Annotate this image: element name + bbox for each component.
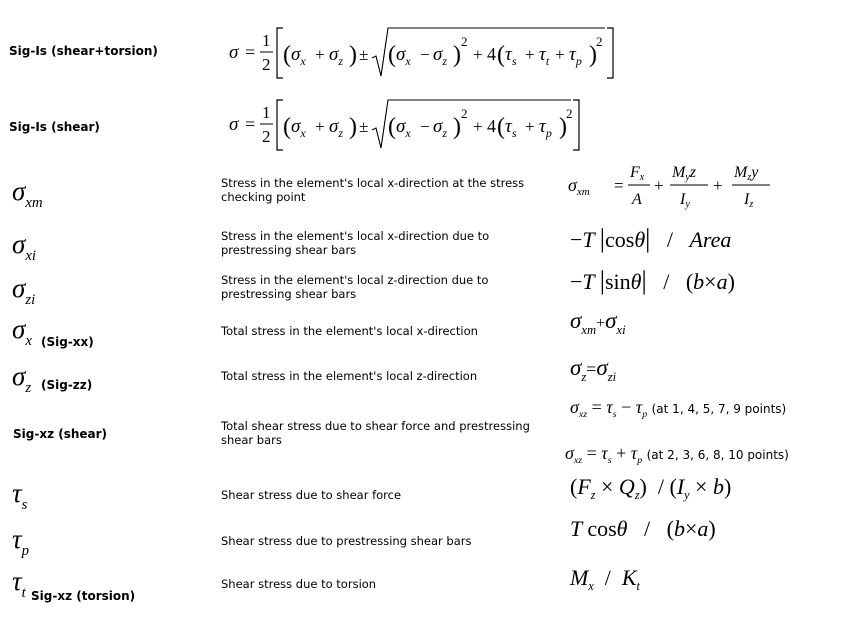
svg-text:+: + <box>473 45 483 64</box>
svg-text:+: + <box>555 45 565 64</box>
svg-text:A: A <box>632 191 642 208</box>
desc-tau-p: Shear stress due to prestressing shear bars <box>221 534 472 548</box>
svg-text:2: 2 <box>262 55 271 74</box>
svg-text:(: ( <box>497 42 505 68</box>
svg-text:τs: $\tau_s$ <box>505 116 517 140</box>
svg-text:+: + <box>713 176 723 195</box>
svg-text:σz: $\sigma_z$ <box>329 116 344 140</box>
svg-text:(: ( <box>388 114 396 140</box>
svg-text:+: + <box>315 45 325 64</box>
svg-text:2: 2 <box>262 127 271 146</box>
formula-sigma-xi: −T |cosθ| / Area <box>570 224 732 253</box>
tag-sig-zz: (Sig-zz) <box>41 378 93 392</box>
formula-sig-is-shear <box>225 94 585 156</box>
svg-text:σx: $\sigma_x$ <box>396 116 411 140</box>
svg-text:σx: $\sigma_x$ <box>291 116 306 140</box>
svg-text:Mzy: Mzy <box>734 164 759 183</box>
svg-text:±: ± <box>359 45 369 64</box>
svg-text:σx: $\sigma_x$ <box>291 44 306 68</box>
svg-text:−: − <box>420 45 430 64</box>
formula-tau-t: $M_x / K_t$ <box>570 565 640 594</box>
desc-sigma-zi: Stress in the element's local z-direction due to prestressing shear bars <box>221 273 489 301</box>
formula-tau-p: T cosθ / (b×a) <box>570 516 716 541</box>
svg-text:+: + <box>315 117 325 136</box>
note-points-1: (at 1, 4, 5, 7, 9 points) <box>651 402 787 416</box>
svg-text:): ) <box>559 114 567 140</box>
svg-text:τp: $\tau_p$ <box>569 44 582 68</box>
svg-text:±: ± <box>359 117 369 136</box>
symbol-tau-s: $\tau_s$ <box>12 478 28 513</box>
svg-text:τs: $\tau_s$ <box>505 44 517 68</box>
svg-text:+: + <box>654 176 664 195</box>
formula-sigma-z: $\sigma_z=\sigma_{zi}$ <box>570 355 617 384</box>
svg-text:σ: σ <box>229 114 239 135</box>
note-points-2: (at 2, 3, 6, 8, 10 points) <box>646 448 789 462</box>
symbol-tau-p: $\tau_p$ <box>12 524 30 559</box>
formula-sigma-x: $\sigma_{xm}+\sigma_{xi}$ <box>570 308 626 337</box>
svg-text:1: 1 <box>262 103 271 122</box>
svg-text:): ) <box>349 42 357 68</box>
symbol-tau-t: $\tau_t$ <box>12 566 26 601</box>
label-sig-is-shear: Sig-Is (shear) <box>9 120 100 134</box>
formula-sig-is-shear-torsion <box>225 22 620 84</box>
desc-sigma-z: Total stress in the element's local z-direction <box>221 369 478 383</box>
svg-text:σxm: $\sigma_{xm}$ <box>568 175 590 198</box>
formula-tau-s: $(F_z \times Q_z) / (I_y \times b)$ <box>570 474 732 503</box>
desc-sigma-xm: Stress in the element's local x-direction at the stress checking point <box>221 176 525 204</box>
svg-text:2: 2 <box>596 34 603 49</box>
svg-text:(: ( <box>388 42 396 68</box>
formula-sig-xz-2: $\sigma_{xz} = \tau_s + \tau_p$ (at 2, 3, 6, 8, 10 points) <box>565 443 789 467</box>
desc-tau-s: Shear stress due to shear force <box>221 488 402 502</box>
desc-sigma-xi: Stress in the element's local x-direction due to prestressing shear bars <box>221 229 490 257</box>
svg-text:=: = <box>245 42 256 62</box>
symbol-sigma-z: $\sigma_z$ <box>12 361 32 396</box>
svg-text:−: − <box>420 117 430 136</box>
svg-text:Iy: Iy <box>680 191 690 210</box>
svg-text:σz: $\sigma_z$ <box>433 116 448 140</box>
svg-text:4: 4 <box>487 116 496 136</box>
svg-text:Myz: Myz <box>672 164 697 183</box>
svg-text:=: = <box>245 114 256 134</box>
svg-text:Iz: Iz <box>744 191 754 210</box>
svg-text:σx: $\sigma_x$ <box>396 44 411 68</box>
symbol-sigma-xm: $\sigma_{xm}$ <box>12 176 43 211</box>
svg-text:+: + <box>525 45 535 64</box>
label-sig-xz-shear: Sig-xz (shear) <box>13 427 108 441</box>
symbol-sigma-xi: $\sigma_{xi}$ <box>12 229 37 264</box>
svg-text:): ) <box>589 42 597 68</box>
svg-text:σz: $\sigma_z$ <box>433 44 448 68</box>
svg-text:2: 2 <box>461 106 468 121</box>
svg-text:+: + <box>473 117 483 136</box>
desc-tau-t: Shear stress due to torsion <box>221 577 377 591</box>
area-word: Area <box>689 227 732 252</box>
formula-sig-xz-1: $\sigma_{xz} = \tau_s - \tau_p$ (at 1, 4, 5, 7, 9 points) <box>570 397 787 421</box>
svg-text:1: 1 <box>262 31 271 50</box>
svg-text:+: + <box>525 117 535 136</box>
svg-text:Fx: Fx <box>630 164 645 183</box>
svg-text:σz: $\sigma_z$ <box>329 44 344 68</box>
desc-sig-xz: Total shear stress due to shear force and prestressing shear bars <box>221 419 530 447</box>
label-sig-is-shear-torsion: Sig-Is (shear+torsion) <box>9 44 158 58</box>
svg-text:2: 2 <box>566 106 573 121</box>
desc-sigma-x: Total stress in the element's local x-direction <box>221 324 478 338</box>
svg-text:(: ( <box>283 114 291 140</box>
svg-text:4: 4 <box>487 44 496 64</box>
svg-text:): ) <box>349 114 357 140</box>
tag-sig-xz-torsion: Sig-xz (torsion) <box>31 589 136 603</box>
svg-text:(: ( <box>497 114 505 140</box>
svg-text:σ: σ <box>229 42 239 63</box>
svg-text:): ) <box>453 114 461 140</box>
symbol-sigma-zi: $\sigma_{zi}$ <box>12 273 36 308</box>
svg-text:2: 2 <box>461 34 468 49</box>
formula-sigma-xm <box>566 158 791 214</box>
tag-sig-xx: (Sig-xx) <box>41 335 94 349</box>
symbol-sigma-x: $\sigma_x$ <box>12 314 32 349</box>
svg-text:(: ( <box>283 42 291 68</box>
svg-text:τp: $\tau_p$ <box>539 116 552 140</box>
svg-text:=: = <box>614 176 624 195</box>
svg-text:τt: $\tau_t$ <box>539 44 550 68</box>
svg-text:): ) <box>453 42 461 68</box>
formula-sigma-zi: −T |sinθ| / (b×a) <box>570 266 735 295</box>
